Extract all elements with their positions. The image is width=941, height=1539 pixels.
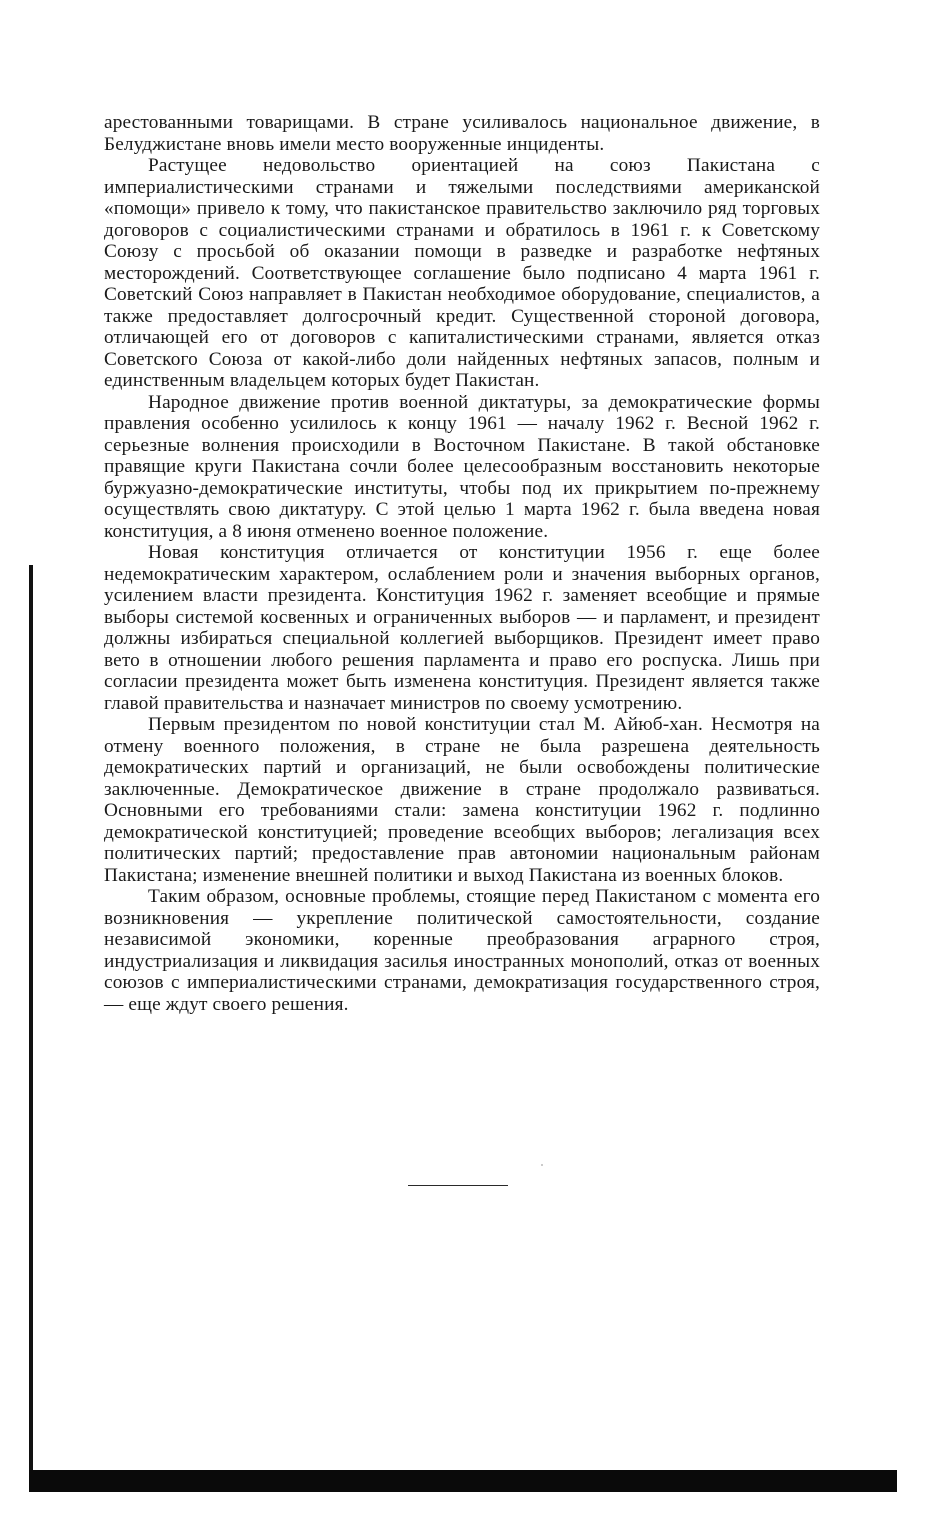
paragraph-2: Растущее недовольство ориентацией на союз Пакистана с империалистическими странами и тяжелыми последствиями американской «помощи» привело к тому, что пакистанское правительство заключило ряд торговых договоров с социалистическими странами и обратилось в 1961 г. к Советскому Союзу с просьбой об оказании помощи в разведке и разработке нефтяных месторождений. Соответствующее соглашение было подписано 4 марта 1961 г. Советский Союз направляет в Пакистан необходимое оборудование, специалистов, а также предоставляет долгосрочный кредит. Существенной стороной договора, отличающей его от договоров с капиталистическими странами, является отказ Советского Союза от какой-либо доли найденных нефтяных запасов, полным и единственным владельцем которых будет Пакистан. xyxy=(104,155,820,391)
paragraph-4: Новая конституция отличается от конституции 1956 г. еще более недемократическим характером, ослаблением роли и значения выборных органов, усилением власти президента. Конституция 1962 г. заменяет всеобщие и прямые выборы системой косвенных и ограниченных выборов — и парламент, и президент должны избираться специальной коллегией выборщиков. Президент имеет право вето в отношении любого решения парламента и право его роспуска. Лишь при согласии президента может быть изменена конституция. Президент является также главой правительства и назначает министров по своему усмотрению. xyxy=(104,542,820,714)
body-text xyxy=(104,112,820,1015)
scan-left-shadow xyxy=(29,565,33,1482)
paragraph-5: Первым президентом по новой конституции стал М. Айюб-хан. Несмотря на отмену военного положения, в стране не была разрешена деятельность демократических партий и организаций, не были освобождены политические заключенные. Демократическое движение в стране продолжало развиваться. Основными его требованиями стали: замена конституции 1962 г. подлинно демократической конституцией; проведение всеобщих выборов; легализация всех политических партий; предоставление прав автономии национальным районам Пакистана; изменение внешней политики и выход Пакистана из военных блоков. xyxy=(104,714,820,886)
paragraph-3: Народное движение против военной диктатуры, за демократические формы правления особенно усилилось к концу 1961 — началу 1962 г. Весной 1962 г. серьезные волнения происходили в Восточном Пакистане. В такой обстановке правящие круги Пакистана сочли более целесообразным восстановить некоторые буржуазно-демократические институты, чтобы под их прикрытием по-прежнему осуществлять свою диктатуру. С этой целью 1 марта 1962 г. была введена новая конституция, а 8 июня отменено военное положение. xyxy=(104,391,820,542)
scan-bottom-shadow xyxy=(29,1470,897,1492)
section-end-rule xyxy=(408,1185,508,1186)
paragraph-1: арестованными товарищами. В стране усиливалось национальное движение, в Белуджистане вновь имели место вооруженные инциденты. xyxy=(104,112,820,155)
paragraph-6: Таким образом, основные проблемы, стоящие перед Пакистаном с момента его возникновения — укрепление политической самостоятельности, создание независимой экономики, коренные преобразования аграрного строя, индустриализация и ликвидация засилья иностранных монополий, отказ от военных союзов с империалистическими странами, демократизация государственного строя, — еще ждут своего решения. xyxy=(104,886,820,1015)
scan-speck xyxy=(541,1164,543,1166)
